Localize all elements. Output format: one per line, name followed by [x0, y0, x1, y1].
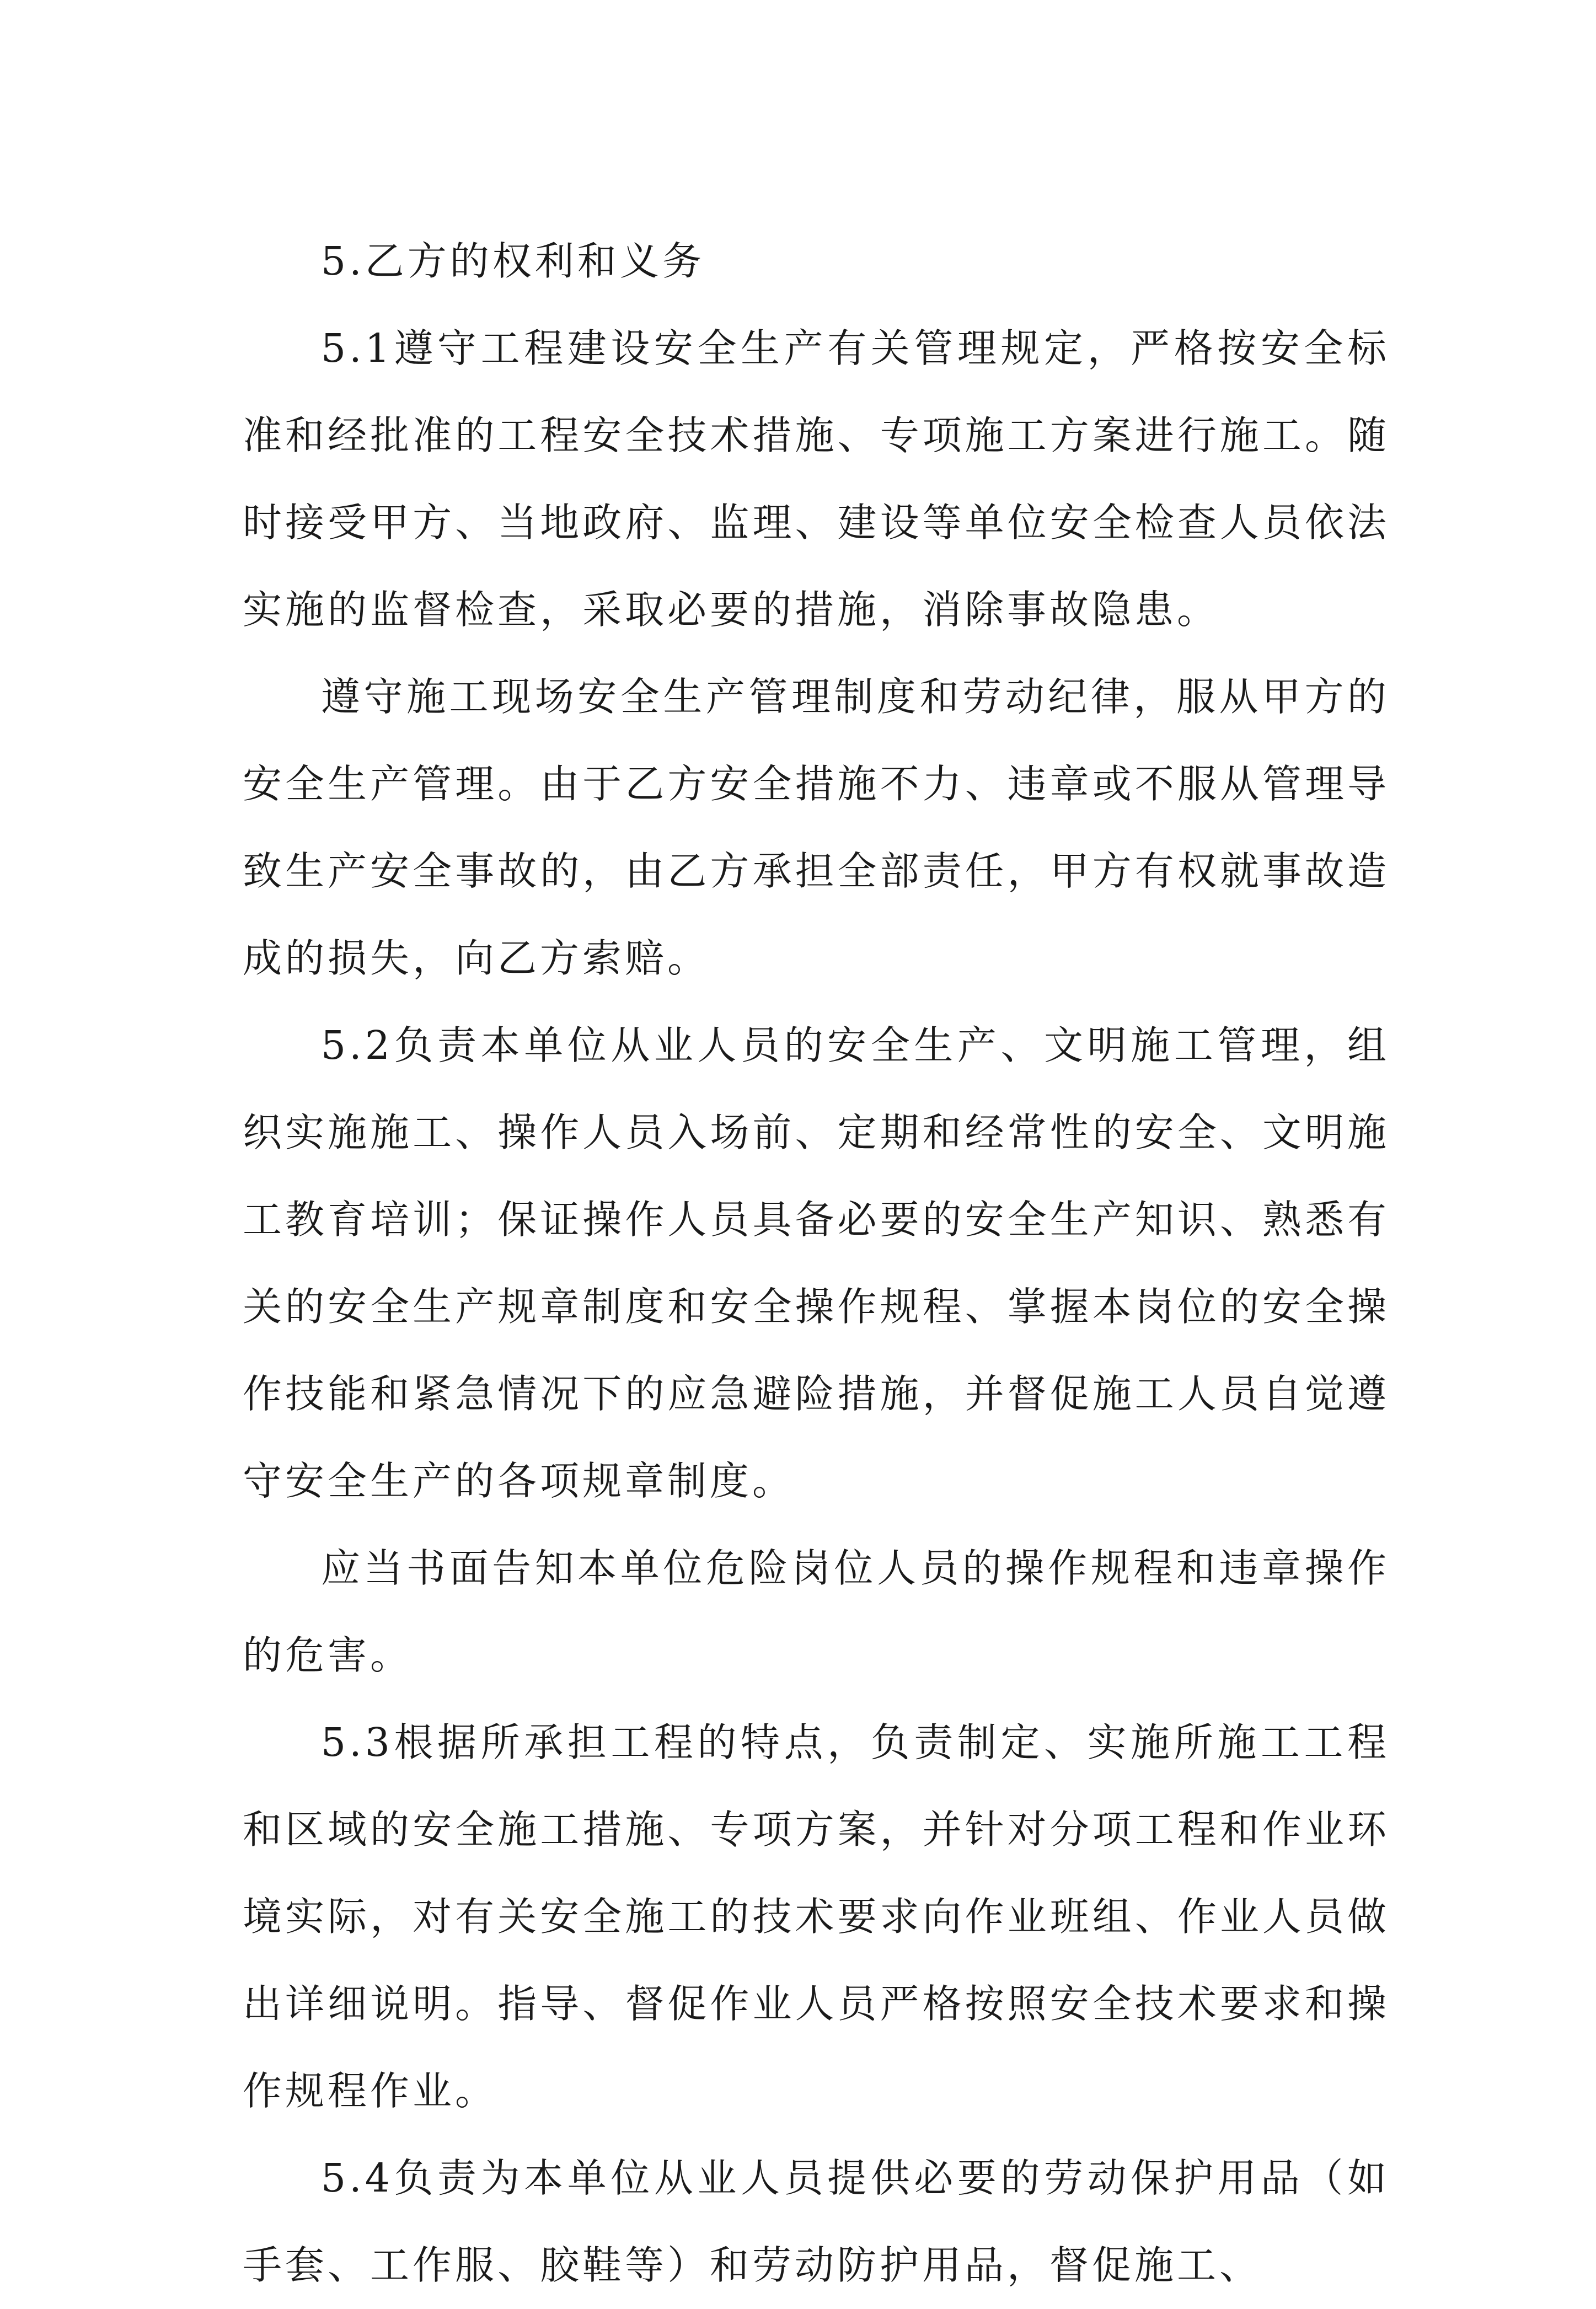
paragraph-5-2-continued: 应当书面告知本单位危险岗位人员的操作规程和违章操作的危害。 — [243, 1545, 1390, 1678]
document-body — [243, 218, 1390, 2309]
paragraph-5-2: 5.2负责本单位从业人员的安全生产、文明施工管理，组织实施施工、操作人员入场前、定期和经常性的安全、文明施工教育培训；保证操作人员具备必要的安全生产知识、熟悉有关的安全生产规章制度和安全操作规程、掌握本岗位的安全操作技能和紧急情况下的应急避险措施，并督促施工人员自觉遵守安全生产的各项规章制度。 — [243, 1022, 1390, 1504]
paragraph-5-3: 5.3根据所承担工程的特点，负责制定、实施所施工工程和区域的安全施工措施、专项方案，并针对分项工程和作业环境实际，对有关安全施工的技术要求向作业班组、作业人员做出详细说明。指导、督促作业人员严格按照安全技术要求和操作规程作业。 — [243, 1719, 1390, 2114]
paragraph-5-1: 5.1遵守工程建设安全生产有关管理规定，严格按安全标准和经批准的工程安全技术措施、专项施工方案进行施工。随时接受甲方、当地政府、监理、建设等单位安全检查人员依法实施的监督检查，采取必要的措施，消除事故隐患。 — [243, 325, 1390, 633]
paragraph-5-4: 5.4负责为本单位从业人员提供必要的劳动保护用品（如手套、工作服、胶鞋等）和劳动防护用品，督促施工、 — [243, 2155, 1390, 2288]
section-heading: 5.乙方的权利和义务 — [321, 238, 705, 284]
paragraph-5-1-continued: 遵守施工现场安全生产管理制度和劳动纪律，服从甲方的安全生产管理。由于乙方安全措施不力、违章或不服从管理导致生产安全事故的，由乙方承担全部责任，甲方有权就事故造成的损失，向乙方索赔。 — [243, 674, 1390, 981]
